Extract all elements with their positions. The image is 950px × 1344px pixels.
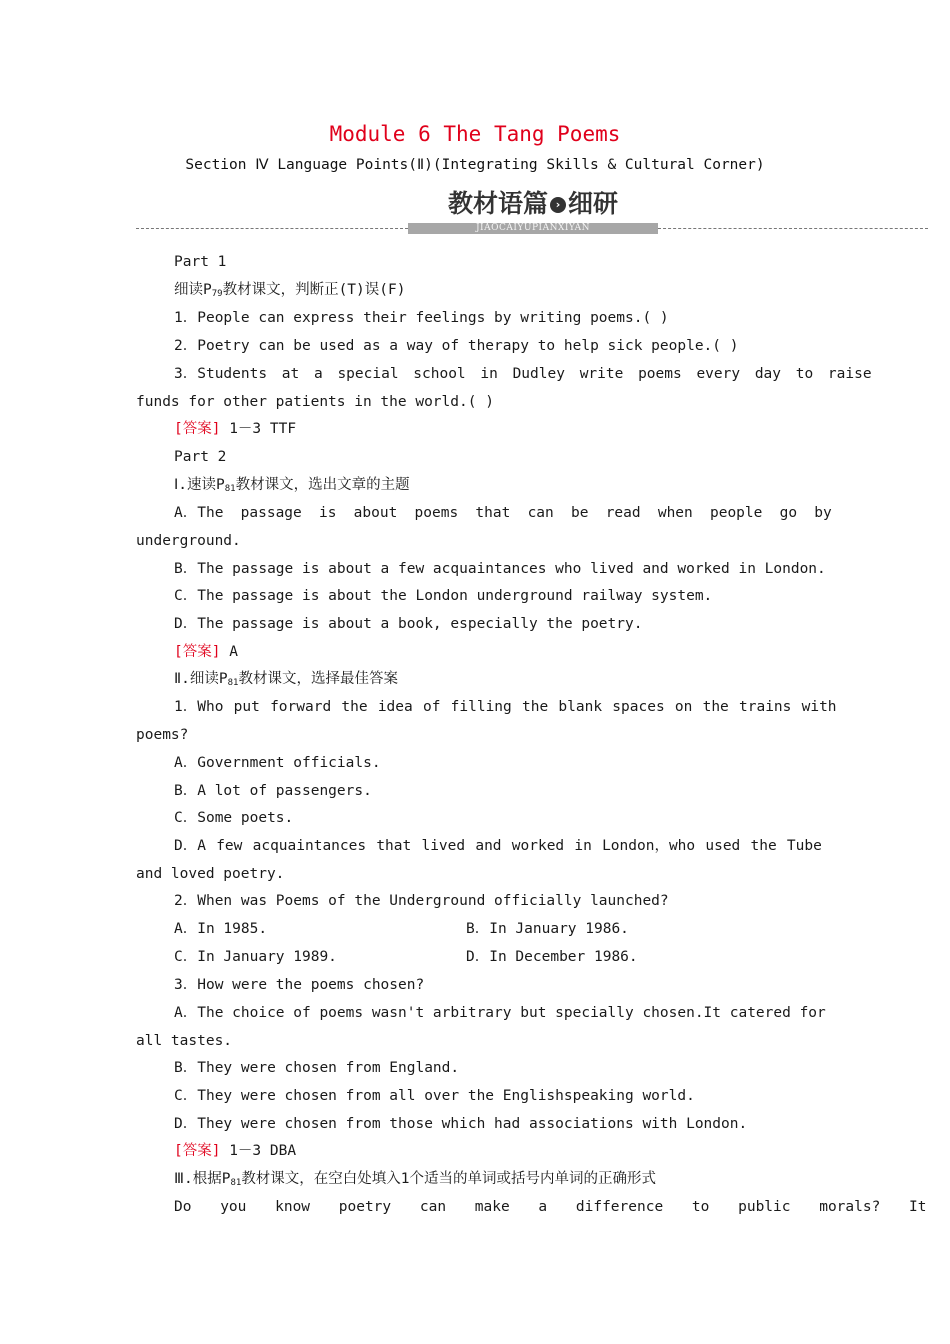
part2-ii-q1-line1: 1．Who put forward the idea of filling the blank spaces on the trains with xyxy=(174,699,837,715)
part2-ii-q3-option-b: B．They were chosen from England. xyxy=(174,1060,460,1076)
part2-i-option-b: B．The passage is about a few acquaintances who lived and worked in London. xyxy=(174,561,826,577)
part2-ii-post: 教材课文，选择最佳答案 xyxy=(238,671,398,687)
part1-instruction-pre: 细读P xyxy=(174,282,212,298)
banner-title-left: 教材语篇 xyxy=(447,189,548,218)
answer-tag: [答案] xyxy=(174,644,221,660)
part1-heading: Part 1 xyxy=(174,254,227,270)
part2-i-option-d: D．The passage is about a book, especially the poetry. xyxy=(174,616,643,632)
arrow-icon: › xyxy=(550,197,566,213)
part2-ii-answer-value: 1－3 DBA xyxy=(220,1143,297,1159)
part2-ii-q1-option-a: A．Government officials. xyxy=(174,755,381,771)
part2-ii-q1-option-d-line2: and loved poetry. xyxy=(136,866,285,882)
part2-i-answer xyxy=(174,642,238,662)
banner-pinyin: JIAOCAIYUPIANXIYAN xyxy=(408,223,658,234)
part2-i-pre: Ⅰ.速读P xyxy=(174,477,225,493)
part2-ii-q2: 2．When was Poems of the Underground officially launched? xyxy=(174,893,669,909)
part2-iii-passage-line1: Do you know poetry can make a difference to public morals? It xyxy=(174,1199,927,1215)
part2-ii-q2-option-d: D．In December 1986. xyxy=(466,949,638,965)
part2-i-page: 81 xyxy=(224,484,236,494)
page-title: Module 6 The Tang Poems xyxy=(329,122,621,146)
part2-iii-post: 教材课文，在空白处填入1个适当的单词或括号内单词的正确形式 xyxy=(241,1171,657,1187)
part2-ii-q1-option-c: C．Some poets. xyxy=(174,810,294,826)
part2-ii-q2-option-a: A．In 1985. xyxy=(174,921,268,937)
part2-ii-q1-line2: poems? xyxy=(136,727,189,743)
part1-question-3-line2: funds for other patients in the world.( ) xyxy=(136,394,494,410)
part2-ii-q3: 3．How were the poems chosen? xyxy=(174,977,425,993)
answer-tag: [答案] xyxy=(174,421,221,437)
part2-iii-pre: Ⅲ.根据P xyxy=(174,1171,231,1187)
part2-heading: Part 2 xyxy=(174,449,227,465)
part2-i-option-a-line1: A．The passage is about poems that can be read when people go by xyxy=(174,505,832,521)
part2-i-post: 教材课文，选出文章的主题 xyxy=(235,477,410,493)
part2-iii-page: 81 xyxy=(230,1178,242,1188)
part2-i-option-a-line2: underground. xyxy=(136,533,241,549)
part2-ii-q2-options-row1 xyxy=(174,919,267,939)
part1-question-3-line1 xyxy=(174,364,872,384)
banner-title-right: 细研 xyxy=(568,189,619,218)
part2-ii-q2-option-b: B．In January 1986. xyxy=(466,921,629,937)
part1-instruction-post: 教材课文，判断正(T)误(F) xyxy=(222,282,406,298)
part2-ii-q2-option-c: C．In January 1989. xyxy=(174,949,337,965)
part2-ii-q1-option-b: B．A lot of passengers. xyxy=(174,783,372,799)
part2-i-answer-value: A xyxy=(220,644,238,660)
part2-ii-pre: Ⅱ.细读P xyxy=(174,671,228,687)
part1-question-1: 1．People can express their feelings by writing poems.( ) xyxy=(174,310,669,326)
part2-ii-answer xyxy=(174,1141,296,1161)
banner-title xyxy=(408,186,658,222)
answer-tag: [答案] xyxy=(174,1143,221,1159)
part2-iii-instruction xyxy=(174,1169,656,1193)
part1-question-2: 2．Poetry can be used as a way of therapy to help sick people.( ) xyxy=(174,338,739,354)
part1-question-3-text: 3．Students at a special school in Dudley write poems every day to raise xyxy=(174,366,872,382)
part2-ii-q3-option-c: C．They were chosen from all over the Englishspeaking world. xyxy=(174,1088,695,1104)
part1-answer xyxy=(174,419,296,439)
banner-divider-right xyxy=(658,228,928,229)
part2-i-instruction xyxy=(174,475,410,499)
banner-divider-left xyxy=(136,228,408,229)
section-subtitle: Section Ⅳ Language Points(Ⅱ)(Integrating Skills & Cultural Corner) xyxy=(185,157,765,173)
part2-ii-q3-option-a-line2: all tastes. xyxy=(136,1033,233,1049)
part1-instruction-page: 79 xyxy=(211,289,223,299)
part2-ii-q3-option-d: D．They were chosen from those which had associations with London. xyxy=(174,1116,748,1132)
part1-answer-value: 1－3 TTF xyxy=(220,421,297,437)
part2-ii-q1-option-d-line1: D．A few acquaintances that lived and worked in London，who used the Tube xyxy=(174,838,822,854)
part2-ii-page: 81 xyxy=(227,678,239,688)
part2-i-option-c: C．The passage is about the London underground railway system. xyxy=(174,588,713,604)
section-banner xyxy=(408,186,658,234)
part2-ii-instruction xyxy=(174,669,398,693)
part1-instruction xyxy=(174,280,405,304)
part2-ii-q3-option-a-line1: A．The choice of poems wasn't arbitrary but specially chosen.It catered for xyxy=(174,1005,826,1021)
